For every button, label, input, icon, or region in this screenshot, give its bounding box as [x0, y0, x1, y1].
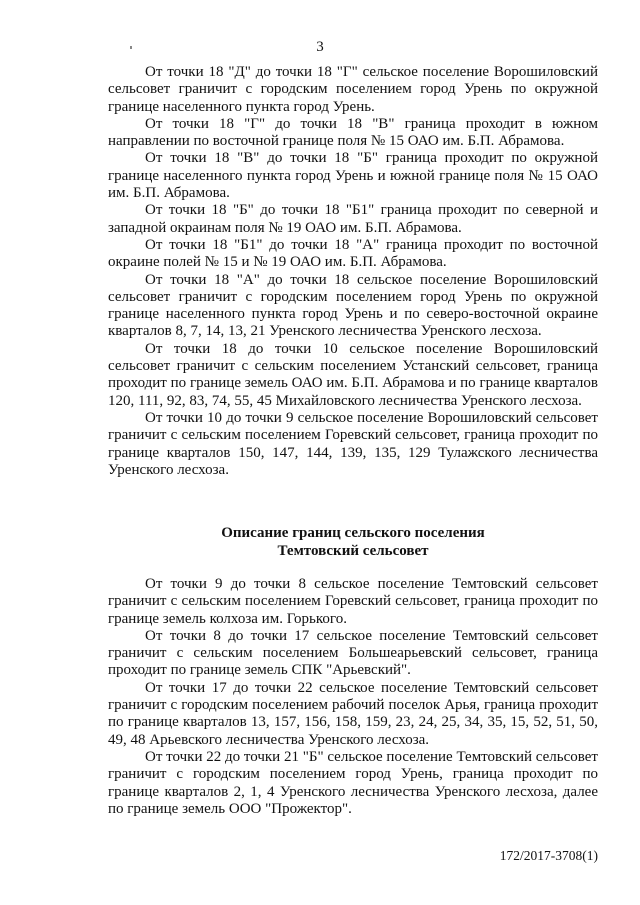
paragraph: От точки 18 "А" до точки 18 сельское поселение Ворошиловский сельсовет граничит с городским поселением город Урень по окружной границе населенного пункта город Урень и по северо-восточной окраине кварталов 8, 7, 14, 13, 21 Уренского лесничества Уренского лесхоза.	[108, 271, 598, 340]
paragraph: От точки 22 до точки 21 "Б" сельское поселение Темтовский сельсовет граничит с городским поселением город Урень, граница проходит по границе кварталов 2, 1, 4 Уренского лесничества Уренского лесхоза, далее по границе земель ООО "Прожектор".	[108, 748, 598, 817]
section-heading-line-2: Темтовский сельсовет	[277, 543, 429, 559]
paragraph: От точки 18 до точки 10 сельское поселение Ворошиловский сельсовет граничит с сельским поселением Устанский сельсовет, граница проходит по границе земель ОАО им. Б.П. Абрамова и по границе кварталов 120, 111, 92, 83, 74, 55, 45 Михайловского лесничества Уренского лесхоза.	[108, 340, 598, 409]
paragraph: От точки 18 "Г" до точки 18 "В" граница проходит в южном направлении по восточной границе поля № 15 ОАО им. Б.П. Абрамова.	[108, 115, 598, 150]
paragraph: От точки 18 "Д" до точки 18 "Г" сельское поселение Ворошиловский сельсовет граничит с городским поселением город Урень по окружной границе населенного пункта город Урень.	[108, 64, 598, 115]
paragraph: От точки 18 "Б" до точки 18 "Б1" граница проходит по северной и западной окраинам поля № 19 ОАО им. Б.П. Абрамова.	[108, 202, 598, 236]
paragraph: От точки 10 до точки 9 сельское поселение Ворошиловский сельсовет граничит с сельским поселением Горевский сельсовет, граница проходит по границе кварталов 150, 147, 144, 139, 135, 129 Тулажского лесничества Уренского лесхоза.	[108, 409, 598, 478]
section-2-text	[108, 576, 598, 818]
document-number: 172/2017-3708(1)	[499, 848, 598, 863]
paragraph: От точки 9 до точки 8 сельское поселение Темтовский сельсовет граничит с сельским поселением Горевский сельсовет, граница проходит по границе земель колхоза им. Горького.	[108, 576, 598, 627]
paragraph: От точки 18 "Б1" до точки 18 "А" граница проходит по восточной окраине полей № 15 и № 19 ОАО им. Б.П. Абрамова.	[108, 236, 598, 271]
paragraph: От точки 17 до точки 22 сельское поселение Темтовский сельсовет граничит с городским поселением рабочий поселок Арья, граница проходит по границе кварталов 13, 157, 156, 158, 159, 23, 24, 25, 34, 35, 15, 52, 51, 50, 49, 48 Арьевского лесничества Уренского лесхоза.	[108, 679, 598, 748]
section-heading	[108, 524, 598, 560]
scan-speck	[130, 46, 132, 49]
section-heading-line-1: Описание границ сельского поселения	[221, 525, 485, 541]
paragraph: От точки 8 до точки 17 сельское поселение Темтовский сельсовет граничит с сельским поселением Большеарьевский сельсовет, граница проходит по границе земель СПК "Арьевский".	[108, 627, 598, 679]
paragraph: От точки 18 "В" до точки 18 "Б" граница проходит по окружной границе населенного пункта город Урень и южной границе поля № 15 ОАО им. Б.П. Абрамова.	[108, 150, 598, 202]
page-number: 3	[316, 39, 324, 55]
section-1-text	[108, 64, 598, 479]
